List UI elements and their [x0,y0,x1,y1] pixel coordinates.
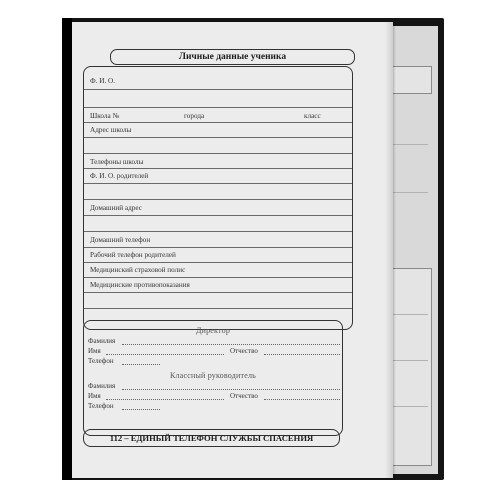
school-phones-label: Телефоны школы [90,158,144,166]
home-address-line-2[interactable] [84,231,352,232]
student-info-page [70,22,393,478]
home-phone-line[interactable] [84,247,352,248]
parents-work-phone-line[interactable] [84,262,352,263]
city-label: города [184,112,205,120]
medical-contraindications-label: Медицинские противопоказания [90,281,190,289]
medical-contraindications-line-2[interactable] [84,308,352,309]
fio-line[interactable] [84,89,352,90]
school-address-line-2[interactable] [84,153,352,154]
class-label: класс [304,112,321,120]
director-surname-field[interactable] [122,344,340,345]
class-teacher-name-label: Имя [88,392,101,400]
director-name-field[interactable] [106,354,224,355]
fio-line-2[interactable] [84,107,352,108]
director-heading: Директор [195,326,231,335]
school-address-line[interactable] [84,137,352,138]
fio-label: Ф. И. О. [90,77,116,85]
class-teacher-surname-label: Фамилия [88,382,116,390]
home-address-line[interactable] [84,215,352,216]
cover-binding [62,18,72,480]
medical-contraindications-line[interactable] [84,292,352,293]
director-surname-label: Фамилия [88,337,116,345]
parents-fio-label: Ф. И. О. родителей [90,172,149,180]
emergency-banner: 112 – ЕДИНЫЙ ТЕЛЕФОН СЛУЖБЫ СПАСЕНИЯ [83,429,340,447]
medical-policy-line[interactable] [84,277,352,278]
school-phones-line[interactable] [84,168,352,169]
medical-policy-label: Медицинский страховой полис [90,266,186,274]
director-patronymic-field[interactable] [264,354,340,355]
director-name-label: Имя [88,347,101,355]
home-phone-label: Домашний телефон [90,236,151,244]
class-teacher-surname-field[interactable] [122,389,340,390]
class-teacher-name-field[interactable] [106,399,224,400]
contacts-box [83,320,343,436]
class-teacher-phone-label: Телефон [88,402,114,410]
school-line[interactable] [84,122,352,123]
page-shade [385,22,393,478]
school-number-label: Школа № [90,112,120,120]
director-phone-label: Телефон [88,357,114,365]
director-patronymic-label: Отчество [230,347,258,355]
parents-work-phone-label: Рабочий телефон родителей [90,251,176,259]
parents-fio-line[interactable] [84,183,352,184]
school-address-label: Адрес школы [90,126,132,134]
page-title: Личные данные ученика [110,49,355,65]
parents-fio-line-2[interactable] [84,199,352,200]
class-teacher-patronymic-field[interactable] [264,399,340,400]
director-phone-field[interactable] [122,364,160,365]
class-teacher-phone-field[interactable] [122,409,160,410]
class-teacher-patronymic-label: Отчество [230,392,258,400]
home-address-label: Домашний адрес [90,204,142,212]
class-teacher-heading: Классный руководитель [169,371,257,380]
student-data-form [83,66,353,330]
